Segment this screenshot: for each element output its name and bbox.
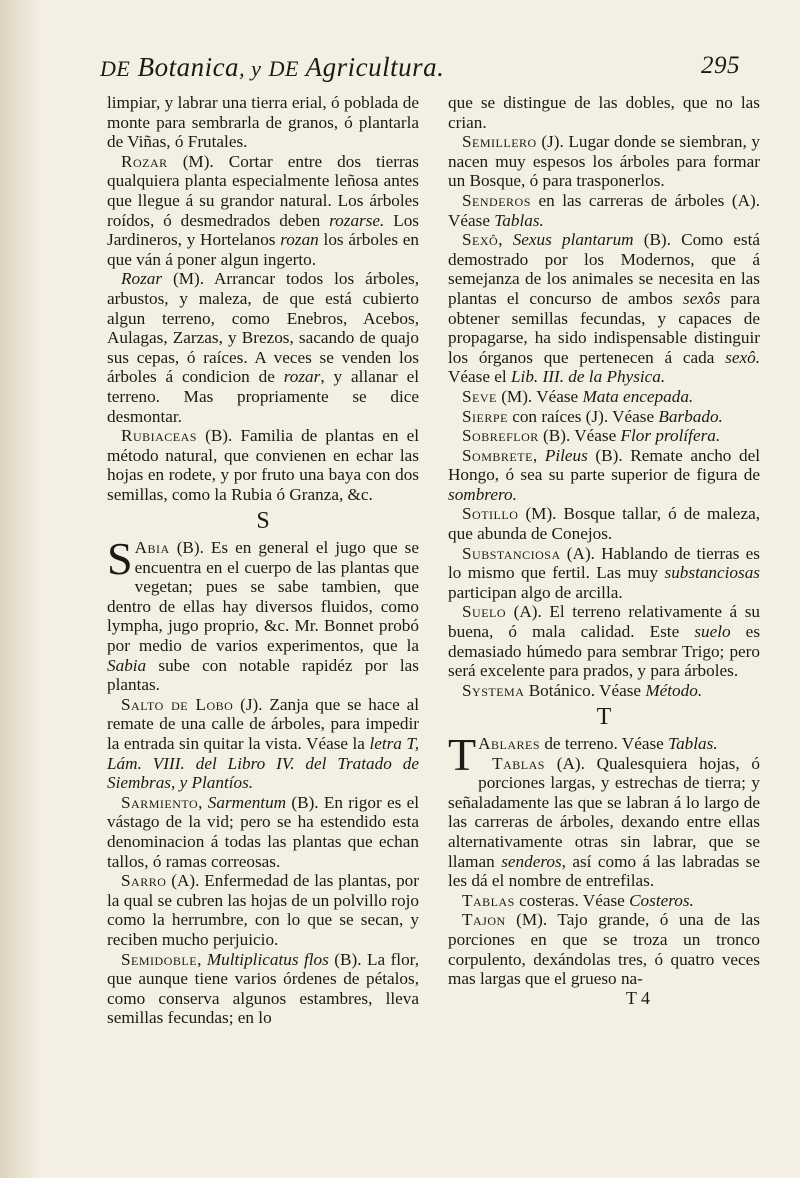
entry-sarro — [107, 871, 419, 949]
entry-text: es demasiado húmedo para sembrar Trigo; pero será excelente para prados, y para árboles. — [448, 622, 761, 681]
entry-headword: Sexô — [462, 230, 499, 250]
page-number: 295 — [701, 52, 740, 79]
entry-text: , — [197, 949, 207, 969]
entry-sabia — [107, 533, 419, 695]
entry-italic: suelo — [694, 622, 731, 642]
page-edge-stain — [0, 0, 40, 1178]
entry-salto-de-lobo — [107, 695, 419, 793]
entry-italic: Flor prolífera. — [620, 426, 721, 446]
entry-headword: Sombrete — [462, 445, 533, 465]
entry-text: Los Jardineros, y Hortelanos — [107, 210, 419, 250]
entry-continuation: que se distingue de las dobles, que no las crian. — [448, 93, 760, 132]
entry-semillero — [448, 132, 760, 191]
entry-text: (M). Arrancar todos los árboles, arbustos, y maleza, de que está cubierto algun terreno, como Enebros, Acebos, Aulagas, Zarzas, y Brezos, sacando de quajo sus cepas, ó raíces. A veces se venden los árboles á condicion de — [107, 269, 419, 387]
entry-semidoble — [107, 950, 419, 1028]
entry-sombrete — [448, 446, 760, 505]
entry-italic: rozan — [280, 230, 319, 250]
entry-headword: Abia — [134, 538, 170, 558]
entry-rozar-1 — [107, 152, 419, 270]
entry-text: (M). Véase — [496, 386, 583, 406]
entry-seve — [448, 387, 760, 407]
entry-suelo — [448, 602, 760, 680]
entry-headword: Semidoble — [121, 949, 198, 969]
entry-text: Botánico. Véase — [524, 680, 646, 700]
entry-headword: Rubiaceas — [121, 426, 197, 446]
entry-text: de terreno. Véase — [540, 734, 669, 753]
signature-mark: T 4 — [625, 987, 650, 1008]
entry-italic: sexô. — [725, 347, 760, 367]
entry-text: (A). Hablando de tierras es lo mismo que fertil. Las muy — [448, 543, 760, 583]
entry-italic: Sarmentum — [207, 792, 287, 812]
entry-rozar-2 — [107, 269, 419, 426]
entry-sobreflor — [448, 426, 760, 446]
running-head — [100, 52, 740, 83]
entry-continuation: limpiar, y labrar una tierra erial, ó poblada de monte para sembrarla de granos, ó plantarla de Viñas, ó Frutales. — [107, 93, 419, 152]
entry-systema — [448, 681, 760, 701]
drop-cap: S — [107, 533, 133, 585]
entry-headword: Ablares — [478, 734, 541, 753]
header-comma-y: , y — [239, 56, 262, 81]
entry-italic: Método. — [645, 680, 703, 700]
entry-text: participan algo de arcilla. — [448, 582, 623, 602]
entry-headword: Rozar — [121, 269, 163, 289]
entry-text: (B). Véase — [538, 426, 621, 446]
entry-headword: Substanciosa — [462, 543, 561, 563]
entry-text: los árboles en que ván á poner algun ingerto. — [107, 230, 419, 269]
header-de-2: DE — [268, 56, 299, 81]
entry-text: , así como á las labradas se les dá el nombre de entrefilas. — [448, 851, 760, 891]
entry-sierpe — [448, 407, 760, 427]
entry-italic: rozarse. — [329, 210, 385, 230]
entry-headword: Rozar — [121, 151, 168, 171]
left-column — [107, 93, 419, 1028]
entry-text: (J). Zanja que se hace al remate de una calle de árboles, para impedir la entrada sin quitar la vista. Véase la — [107, 694, 419, 753]
entry-tablas — [448, 754, 760, 891]
entry-italic: Mata encepada. — [582, 386, 694, 406]
entry-italic: Barbado. — [658, 406, 723, 426]
entry-italic: sombrero. — [448, 484, 517, 504]
entry-text: (A). Qualesquiera hojas, ó porciones largas, y estrechas de tierra; y señaladamente las que se labran á lo largo de las carreras de árboles, dexando entre ellas alternativamente otras sin labrar, que se llaman — [448, 753, 760, 871]
entry-text: (M). Cortar entre dos tierras qualquiera planta especialmente leñosa antes que llegue á su grandor natural. Los árboles roídos, ó desmedrados deben — [107, 151, 419, 230]
header-agricultura: Agricultura. — [305, 52, 445, 82]
entry-text: (J). Lugar donde se siembran, y nacen muy espesos los árboles para formar un Bosque, ó para trasponerlos. — [448, 132, 760, 191]
entry-italic: letra T, Lám. VIII. del Libro IV. del Tratado de Siembras, y Plantíos. — [107, 734, 419, 793]
entry-text: con raíces (J). Véase — [507, 406, 659, 426]
entry-italic: Pileus — [544, 445, 588, 465]
entry-headword: Sobreflor — [462, 426, 539, 446]
entry-tajon — [448, 910, 760, 988]
header-de-1: DE — [100, 56, 131, 81]
entry-headword: Systema — [462, 680, 525, 700]
entry-italic: Costeros. — [629, 890, 694, 910]
entry-headword: Sotillo — [462, 504, 519, 524]
entry-text: , y allanar el terreno. Mas propriamente se dice desmontar. — [107, 367, 419, 426]
entry-text: (M). Tajo grande, ó una de las porciones en que se troza un tronco corpulento, dexándolas tres, ó quatro veces mas largas que el grueso na- — [448, 910, 760, 989]
entry-text: , — [532, 445, 545, 465]
entry-italic: Lib. III. de la Physica. — [511, 367, 666, 387]
right-column — [448, 93, 760, 1008]
entry-italic: senderos — [501, 851, 562, 871]
entry-text: (B). Familia de plantas en el método natural, que convienen en echar las hojas en rodete, y por fruto una baya con dos semillas, como la Rubia ó Granza, &c. — [107, 426, 419, 504]
entry-sotillo — [448, 504, 760, 543]
entry-rubiaceas — [107, 426, 419, 504]
entry-headword: Tablas — [462, 890, 515, 910]
entry-italic: Tablas. — [668, 734, 718, 753]
section-letter-s: S — [256, 508, 270, 535]
entry-senderos — [448, 191, 760, 230]
entry-headword: Senderos — [462, 190, 531, 210]
entry-headword: Seve — [462, 386, 497, 406]
entry-headword: Sarmiento — [121, 792, 199, 812]
entry-text: sube con notable rapidéz por las plantas. — [107, 655, 419, 695]
entry-sarmiento — [107, 793, 419, 871]
entry-italic: Tablas. — [494, 210, 544, 230]
entry-text: (M). Bosque tallar, ó de maleza, que abunda de Conejos. — [448, 504, 760, 544]
entry-headword: Tablas — [492, 753, 545, 773]
section-letter-t: T — [596, 704, 612, 731]
entry-text: costeras. Véase — [514, 890, 630, 910]
entry-text: (A). El terreno relativamente á su buena, ó mala calidad. Este — [448, 602, 760, 642]
entry-italic: Sexus plantarum — [512, 230, 634, 250]
entry-text: (B). Como está demostrado por los Modernos, que á semejanza de los animales se necesita en las plantas el concurso de ambos — [448, 230, 760, 308]
drop-cap: T — [448, 729, 477, 780]
entry-headword: Suelo — [462, 602, 507, 622]
entry-italic: substanciosas — [664, 563, 760, 583]
entry-sexo — [448, 230, 760, 387]
entry-text: (B). En rigor es el vástago de la vid; pero se ha estendido esta denominacion á todas las plantas que echan tallos, ó ramas correosas. — [107, 792, 420, 871]
entry-tablas-costeras — [448, 891, 760, 911]
entry-text: , — [198, 792, 208, 812]
entry-text: en las carreras de árboles (A). Véase — [448, 190, 760, 230]
entry-headword: Sarro — [121, 871, 167, 891]
entry-text: (B). Remate ancho del Hongo, ó sea su parte superior de figura de — [448, 445, 760, 485]
entry-headword: Tajon — [462, 910, 506, 930]
header-botanica: Botanica — [137, 52, 240, 82]
entry-text: para obtener semillas fecundas, y capaces de propagarse, ha sido indispensable distinguir los órganos que pertenecen á cada — [448, 288, 760, 367]
entry-substanciosa — [448, 544, 760, 603]
entry-text: (B). Es en general el jugo que se encuentra en el cuerpo de las plantas que vegetan; pues se sabe tambien, que dentro de ellas hay diversos fluidos, como lympha, jugo proprio, &c. Mr. Bonnet probó por medio de varios experimentos, que la — [107, 538, 419, 656]
entry-italic: sexôs — [683, 288, 721, 308]
entry-italic: rozar — [283, 367, 321, 387]
entry-text: (B). La flor, que aunque tiene varios órdenes de pétalos, como conserva algunos estambres, lleva semillas fecundas; en lo — [107, 949, 420, 1028]
entry-headword: Semillero — [462, 132, 537, 152]
entry-text: (A). Enfermedad de las plantas, por la qual se cubren las hojas de un polvillo rojo como la herrumbre, con lo que se secan, y reciben mucho perjuicio. — [107, 871, 419, 949]
entry-headword: Sierpe — [462, 406, 508, 426]
entry-italic: Sabia — [107, 655, 147, 675]
entry-text: Véase el — [448, 367, 511, 387]
entry-headword: Salto de Lobo — [121, 694, 234, 714]
entry-italic: Multiplicatus flos — [206, 949, 329, 969]
entry-tablares — [448, 729, 760, 780]
entry-text: , — [498, 230, 513, 250]
